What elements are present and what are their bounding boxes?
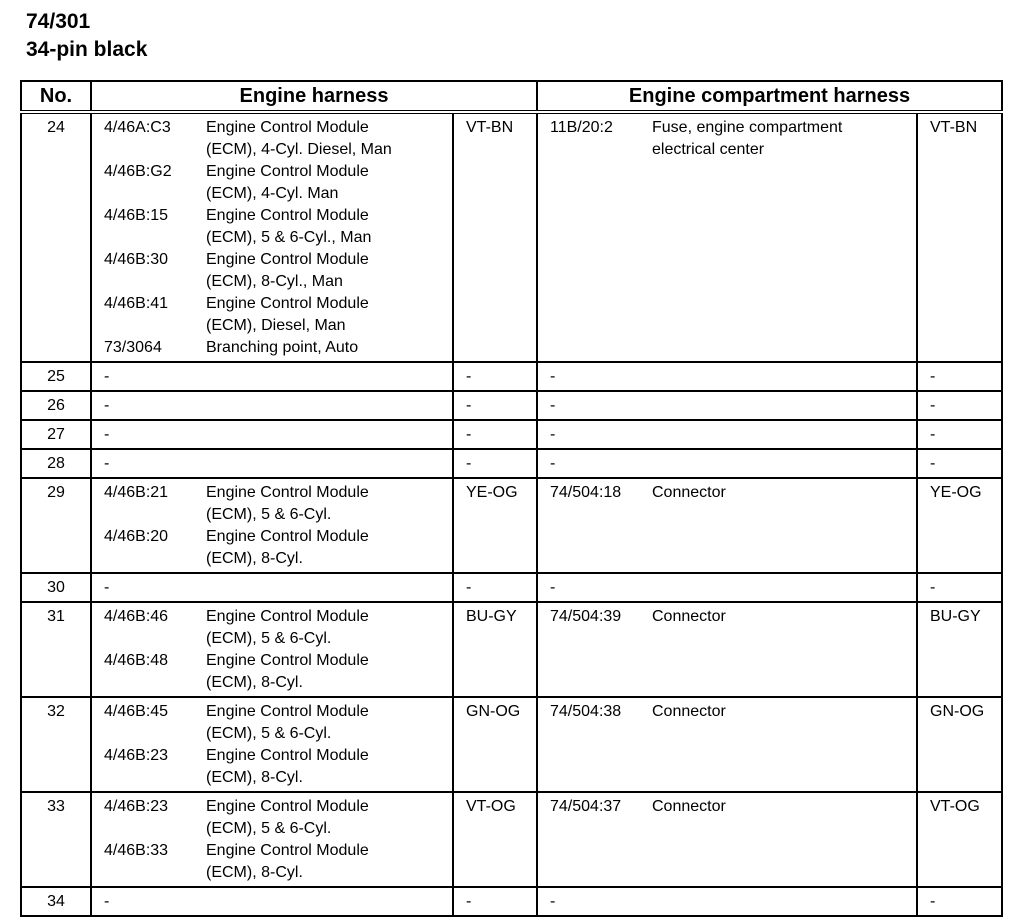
harness-entry bbox=[104, 606, 452, 650]
compartment-wire-color: VT-OG bbox=[917, 792, 1002, 887]
terminal-id: - bbox=[104, 455, 110, 472]
description-line: Engine Control Module bbox=[206, 652, 369, 669]
description-line: (ECM), 8-Cyl. bbox=[206, 674, 303, 691]
engine-wire-color: - bbox=[453, 362, 537, 391]
harness-entry bbox=[104, 891, 452, 913]
terminal-id: - bbox=[550, 579, 556, 596]
harness-entry bbox=[104, 249, 452, 293]
description-line: Engine Control Module bbox=[206, 842, 369, 859]
terminal-id: 4/46B:41 bbox=[104, 295, 169, 312]
column-header-engine-harness: Engine harness bbox=[91, 81, 537, 112]
table-header-row bbox=[21, 81, 1002, 112]
description-line: Engine Control Module bbox=[206, 798, 369, 815]
terminal-id: - bbox=[550, 426, 556, 443]
harness-entry bbox=[104, 117, 452, 161]
description-line: (ECM), 5 & 6-Cyl. bbox=[206, 506, 332, 523]
compartment-harness-cell bbox=[537, 792, 917, 887]
description-line: Engine Control Module bbox=[206, 484, 369, 501]
engine-harness-cell bbox=[91, 602, 453, 697]
table-row bbox=[21, 362, 1002, 391]
harness-entry bbox=[550, 395, 916, 417]
compartment-wire-color: - bbox=[917, 420, 1002, 449]
harness-entry bbox=[104, 366, 452, 388]
terminal-description bbox=[652, 395, 916, 417]
terminal-id: 4/46B:48 bbox=[104, 652, 169, 669]
pin-number: 29 bbox=[21, 478, 91, 573]
engine-wire-color: GN-OG bbox=[453, 697, 537, 792]
compartment-wire-color: - bbox=[917, 449, 1002, 478]
description-line: (ECM), 8-Cyl. bbox=[206, 864, 303, 881]
terminal-id: - bbox=[104, 397, 110, 414]
compartment-harness-cell bbox=[537, 362, 917, 391]
terminal-description bbox=[652, 701, 916, 723]
terminal-description bbox=[206, 482, 452, 526]
engine-harness-cell bbox=[91, 449, 453, 478]
terminal-description bbox=[206, 337, 452, 359]
terminal-description bbox=[206, 249, 452, 293]
compartment-harness-cell bbox=[537, 602, 917, 697]
engine-harness-cell bbox=[91, 420, 453, 449]
terminal-id: 4/46B:20 bbox=[104, 528, 169, 545]
compartment-wire-color: YE-OG bbox=[917, 478, 1002, 573]
pin-number: 31 bbox=[21, 602, 91, 697]
compartment-wire-color: GN-OG bbox=[917, 697, 1002, 792]
table-row bbox=[21, 391, 1002, 420]
harness-entry bbox=[104, 161, 452, 205]
terminal-description bbox=[652, 482, 916, 504]
description-line: (ECM), 4-Cyl. Diesel, Man bbox=[206, 141, 392, 158]
harness-entry bbox=[104, 395, 452, 417]
description-line: Connector bbox=[652, 798, 726, 815]
terminal-description bbox=[652, 424, 916, 446]
description-line: Engine Control Module bbox=[206, 608, 369, 625]
compartment-harness-cell bbox=[537, 478, 917, 573]
description-line: Engine Control Module bbox=[206, 163, 369, 180]
engine-harness-cell bbox=[91, 478, 453, 573]
compartment-harness-cell bbox=[537, 449, 917, 478]
description-line: Engine Control Module bbox=[206, 528, 369, 545]
terminal-id: - bbox=[104, 893, 110, 910]
description-line: Engine Control Module bbox=[206, 703, 369, 720]
harness-entry bbox=[104, 526, 452, 570]
engine-harness-cell bbox=[91, 391, 453, 420]
engine-harness-cell bbox=[91, 112, 453, 362]
pin-number: 32 bbox=[21, 697, 91, 792]
terminal-id: - bbox=[550, 455, 556, 472]
harness-entry bbox=[104, 745, 452, 789]
terminal-id: 11B/20:2 bbox=[550, 119, 613, 136]
harness-entry bbox=[104, 424, 452, 446]
column-header-engine-compartment-harness: Engine compartment harness bbox=[537, 81, 1002, 112]
engine-harness-cell bbox=[91, 573, 453, 602]
description-line: Connector bbox=[652, 703, 726, 720]
terminal-description bbox=[206, 205, 452, 249]
terminal-description bbox=[206, 891, 452, 913]
table-row bbox=[21, 792, 1002, 887]
harness-entry bbox=[104, 840, 452, 884]
terminal-description bbox=[206, 293, 452, 337]
description-line: Connector bbox=[652, 608, 726, 625]
connector-id: 74/301 bbox=[26, 10, 91, 33]
terminal-id: - bbox=[104, 368, 110, 385]
engine-harness-cell bbox=[91, 697, 453, 792]
terminal-id: 4/46B:15 bbox=[104, 207, 169, 224]
compartment-harness-cell bbox=[537, 112, 917, 362]
harness-entry bbox=[104, 482, 452, 526]
compartment-wire-color: - bbox=[917, 573, 1002, 602]
terminal-id: 74/504:37 bbox=[550, 798, 622, 815]
harness-entry bbox=[104, 650, 452, 694]
terminal-description bbox=[206, 577, 452, 599]
terminal-description bbox=[206, 526, 452, 570]
harness-entry bbox=[550, 796, 916, 818]
compartment-harness-cell bbox=[537, 697, 917, 792]
terminal-description bbox=[206, 161, 452, 205]
table-row bbox=[21, 602, 1002, 697]
terminal-description bbox=[206, 395, 452, 417]
engine-harness-cell bbox=[91, 792, 453, 887]
engine-wire-color: - bbox=[453, 573, 537, 602]
terminal-description bbox=[206, 117, 452, 161]
terminal-id: 4/46B:21 bbox=[104, 484, 169, 501]
terminal-id: 4/46B:G2 bbox=[104, 163, 172, 180]
compartment-wire-color: BU-GY bbox=[917, 602, 1002, 697]
harness-entry bbox=[104, 701, 452, 745]
description-line: (ECM), 4-Cyl. Man bbox=[206, 185, 339, 202]
compartment-harness-cell bbox=[537, 391, 917, 420]
terminal-id: 4/46A:C3 bbox=[104, 119, 171, 136]
description-line: Fuse, engine compartment bbox=[652, 119, 843, 136]
pin-number: 33 bbox=[21, 792, 91, 887]
description-line: (ECM), 5 & 6-Cyl., Man bbox=[206, 229, 372, 246]
description-line: Connector bbox=[652, 484, 726, 501]
terminal-description bbox=[652, 453, 916, 475]
harness-entry bbox=[550, 891, 916, 913]
terminal-id: - bbox=[104, 579, 110, 596]
pinout-table bbox=[20, 80, 1003, 917]
engine-wire-color: - bbox=[453, 420, 537, 449]
pin-number: 34 bbox=[21, 887, 91, 916]
harness-entry bbox=[104, 205, 452, 249]
terminal-description bbox=[652, 606, 916, 628]
compartment-wire-color: - bbox=[917, 391, 1002, 420]
description-line: (ECM), 8-Cyl., Man bbox=[206, 273, 343, 290]
table-row bbox=[21, 478, 1002, 573]
table-row bbox=[21, 420, 1002, 449]
description-line: (ECM), 8-Cyl. bbox=[206, 550, 303, 567]
harness-entry bbox=[550, 424, 916, 446]
engine-wire-color: - bbox=[453, 449, 537, 478]
description-line: Engine Control Module bbox=[206, 295, 369, 312]
table-row bbox=[21, 887, 1002, 916]
terminal-id: - bbox=[104, 426, 110, 443]
description-line: (ECM), 8-Cyl. bbox=[206, 769, 303, 786]
terminal-description bbox=[206, 701, 452, 745]
terminal-id: - bbox=[550, 368, 556, 385]
compartment-wire-color: VT-BN bbox=[917, 112, 1002, 362]
table-row bbox=[21, 112, 1002, 362]
engine-wire-color: BU-GY bbox=[453, 602, 537, 697]
table-body bbox=[21, 112, 1002, 916]
terminal-id: 74/504:38 bbox=[550, 703, 622, 720]
compartment-harness-cell bbox=[537, 887, 917, 916]
harness-entry bbox=[104, 337, 452, 359]
harness-entry bbox=[550, 117, 916, 161]
terminal-description bbox=[206, 453, 452, 475]
engine-wire-color: VT-OG bbox=[453, 792, 537, 887]
terminal-description bbox=[652, 117, 916, 161]
engine-wire-color: YE-OG bbox=[453, 478, 537, 573]
terminal-description bbox=[652, 577, 916, 599]
terminal-description bbox=[206, 796, 452, 840]
engine-wire-color: VT-BN bbox=[453, 112, 537, 362]
engine-harness-cell bbox=[91, 887, 453, 916]
pin-number: 25 bbox=[21, 362, 91, 391]
table-row bbox=[21, 697, 1002, 792]
terminal-description bbox=[206, 650, 452, 694]
terminal-id: 74/504:18 bbox=[550, 484, 622, 501]
table-row bbox=[21, 449, 1002, 478]
harness-entry bbox=[550, 701, 916, 723]
description-line: Engine Control Module bbox=[206, 207, 369, 224]
terminal-description bbox=[206, 366, 452, 388]
harness-entry bbox=[104, 293, 452, 337]
terminal-id: 4/46B:46 bbox=[104, 608, 169, 625]
harness-entry bbox=[550, 606, 916, 628]
terminal-id: 4/46B:23 bbox=[104, 798, 169, 815]
harness-entry bbox=[550, 482, 916, 504]
pin-number: 27 bbox=[21, 420, 91, 449]
harness-entry bbox=[104, 453, 452, 475]
harness-entry bbox=[550, 577, 916, 599]
table-row bbox=[21, 573, 1002, 602]
terminal-description bbox=[206, 424, 452, 446]
terminal-id: 74/504:39 bbox=[550, 608, 622, 625]
terminal-id: 4/46B:30 bbox=[104, 251, 169, 268]
engine-wire-color: - bbox=[453, 391, 537, 420]
terminal-id: 4/46B:45 bbox=[104, 703, 169, 720]
terminal-id: 73/3064 bbox=[104, 339, 162, 356]
harness-entry bbox=[550, 453, 916, 475]
compartment-harness-cell bbox=[537, 420, 917, 449]
terminal-description bbox=[652, 366, 916, 388]
compartment-wire-color: - bbox=[917, 362, 1002, 391]
connector-description: 34-pin black bbox=[26, 38, 148, 61]
description-line: Engine Control Module bbox=[206, 747, 369, 764]
engine-wire-color: - bbox=[453, 887, 537, 916]
description-line: (ECM), 5 & 6-Cyl. bbox=[206, 820, 332, 837]
pin-number: 28 bbox=[21, 449, 91, 478]
harness-entry bbox=[104, 796, 452, 840]
description-line: (ECM), 5 & 6-Cyl. bbox=[206, 725, 332, 742]
description-line: electrical center bbox=[652, 141, 765, 158]
terminal-id: - bbox=[550, 397, 556, 414]
description-line: Branching point, Auto bbox=[206, 339, 359, 356]
terminal-description bbox=[206, 606, 452, 650]
column-header-no: No. bbox=[21, 81, 91, 112]
terminal-description bbox=[206, 840, 452, 884]
pin-number: 26 bbox=[21, 391, 91, 420]
description-line: Engine Control Module bbox=[206, 251, 369, 268]
terminal-id: 4/46B:33 bbox=[104, 842, 169, 859]
engine-harness-cell bbox=[91, 362, 453, 391]
terminal-description bbox=[652, 891, 916, 913]
pin-number: 30 bbox=[21, 573, 91, 602]
terminal-id: - bbox=[550, 893, 556, 910]
terminal-description bbox=[206, 745, 452, 789]
description-line: (ECM), Diesel, Man bbox=[206, 317, 346, 334]
page-heading bbox=[26, 8, 147, 64]
terminal-description bbox=[652, 796, 916, 818]
description-line: (ECM), 5 & 6-Cyl. bbox=[206, 630, 332, 647]
description-line: Engine Control Module bbox=[206, 119, 369, 136]
compartment-harness-cell bbox=[537, 573, 917, 602]
compartment-wire-color: - bbox=[917, 887, 1002, 916]
terminal-id: 4/46B:23 bbox=[104, 747, 169, 764]
harness-entry bbox=[550, 366, 916, 388]
harness-entry bbox=[104, 577, 452, 599]
pin-number: 24 bbox=[21, 112, 91, 362]
